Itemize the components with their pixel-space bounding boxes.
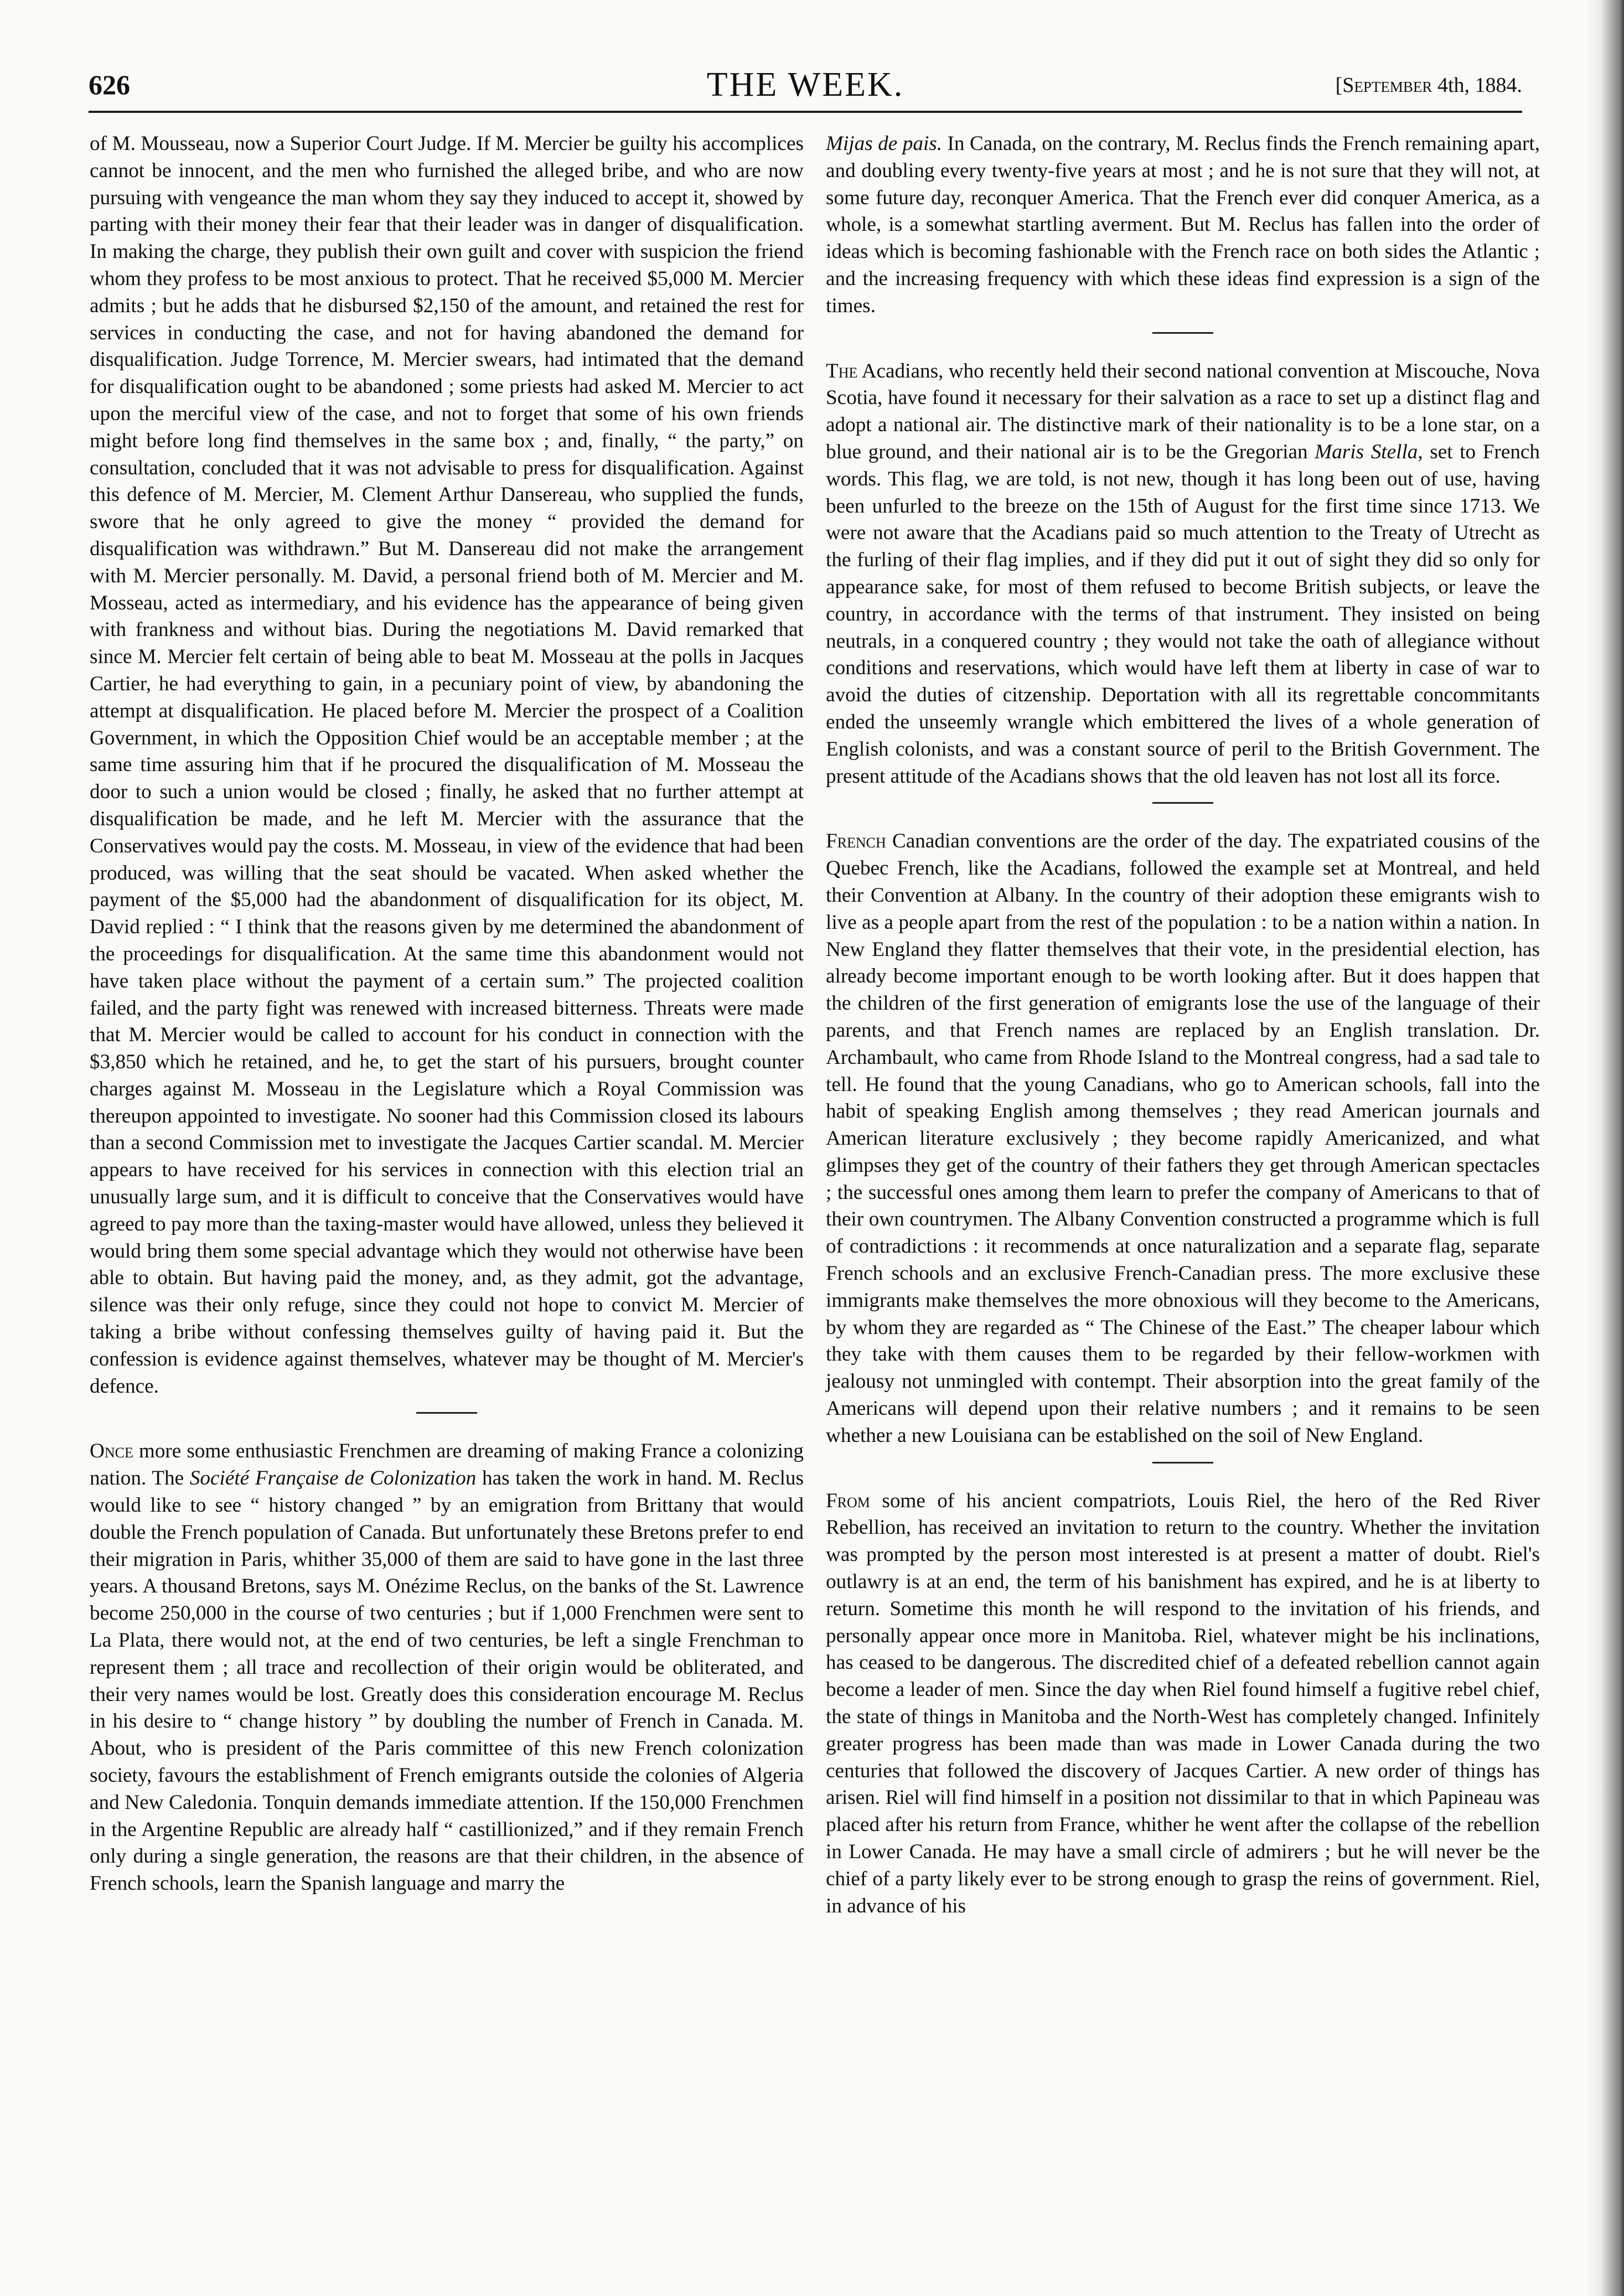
issue-date — [1336, 73, 1522, 97]
article-louis-riel — [826, 1488, 1540, 1920]
section-divider — [416, 1412, 477, 1414]
lead-word: The — [826, 359, 858, 382]
issue-date-bracket: [ — [1335, 74, 1343, 97]
article-text: has taken the work in hand. M. Reclus would like to see “ history changed ” by an emigration from Brittany that would double the French population of Canada. But unfortunately these Bretons prefer to end their migration in Paris, whither 35,000 of them are said to have gone in the last three years. A thousand Bretons, says M. Onézime Reclus, on the banks of the St. Lawrence become 250,000 in the course of two centuries ; but if 1,000 Frenchmen were sent to La Plata, there would not, at the end of two centuries, be left a single Frenchman to represent them ; all trace and recollection of their origin would be obliterated, and their very names would be lost. Greatly does this consideration encourage M. Reclus in his desire to “ change history ” by doubling the number of French in Canada. M. About, who is president of the Paris committee of this new French colonization society, favours the establishment of French emigrants outside the colonies of Algeria and New Caledonia. Tonquin demands immediate attention. If the 150,000 Frenchmen in the Argentine Republic are already half “ castillionized,” and if they remain French only during a single generation, the reasons are that their children, in the absence of French schools, learn the Spanish language and marry the — [90, 1467, 804, 1895]
article-french-colonization-continued — [826, 131, 1540, 320]
article-text: some of his ancient compatriots, Louis Riel, the hero of the Red River Rebellion, has received an invitation to return to the country. Whether the invitation was prompted by the person most interested is at present a matter of doubt. Riel's outlawry is at an end, the term of his banishment has expired, and he is at liberty to return. Sometime this month he will respond to the invitation of his friends, and personally appear once more in Manitoba. Riel, whatever might be his inclinations, has ceased to be dangerous. The discredited chief of a defeated rebellion cannot again become a leader of men. Since the day when Riel found himself a fugitive rebel chief, the state of things in Manitoba and the North-West has completely changed. Infinitely greater progress has been made than was made in Lower Canada during the two centuries that followed the discovery of Jacques Cartier. A new order of things has arisen. Riel will find himself in a position not dissimilar to that in which Papineau was placed after his return from France, whither he went after the collapse of the rebellion in Lower Canada. He may have a small circle of admirers ; but he will never be the chief of a party likely ever to be strong enough to grasp the reins of government. Riel, in advance of his — [826, 1489, 1540, 1917]
section-divider — [1152, 802, 1213, 804]
article-mercier-continued: of M. Mousseau, now a Superior Court Judge. If M. Mercier be guilty his accomplices cannot be innocent, and the men who furnished the alleged bribe, and who are now pursuing with vengeance the man whom they say they induced to accept it, showed by parting with their money their fear that their leader was in danger of disqualification. In making the charge, they publish their own guilt and cover with suspicion the friend whom they profess to be most anxious to protect. That he received $5,000 M. Mercier admits ; but he adds that he disbursed $2,150 of the amount, and retained the rest for services in conducting the case, and not for having abandoned the demand for disqualification. Judge Torrence, M. Mercier swears, had intimated that the demand for disqualification ought to be abandoned ; some priests had asked M. Mercier to act upon the merciful view of the case, and not to forget that some of his own friends might before long find themselves in the same box ; and, finally, “ the party,” on consultation, concluded that it was not advisable to press for disqualification. Against this defence of M. Mercier, M. Clement Arthur Dansereau, who supplied the funds, swore that he only agreed to give the money “ provided the demand for disqualification was withdrawn.” But M. Dansereau did not make the arrangement with M. Mercier personally. M. David, a personal friend both of M. Mercier and M. Mosseau, acted as intermediary, and his evidence has the appearance of being given with frankness and without bias. During the negotiations M. David remarked that since M. Mercier felt certain of being able to beat M. Mosseau at the polls in Jacques Cartier, he had everything to gain, in a pecuniary point of view, by abandoning the attempt at disqualification. He placed before M. Mercier the prospect of a Coalition Government, in which the Opposition Chief would be an acceptable member ; at the same time assuring him that if he procured the disqualification of M. Mosseau the door to such a union would be closed ; finally, he asked that no further attempt at disqualification be made, and he left M. Mercier with the assurance that the Conservatives would pay the costs. M. Mosseau, in view of the evidence that had been produced, was willing that the seat should be vacated. When asked whether the payment of the $5,000 had the abandonment of disqualification for its object, M. David replied : “ I think that the reasons given by me determined the abandonment of the proceedings for disqualification. At the same time this abandonment would not have taken place without the payment of a certain sum.” The projected coalition failed, and the party fight was renewed with increased bitterness. Threats were made that M. Mercier would be called to account for his conduct in connection with the $3,850 which he retained, and he, to get the start of his pursuers, brought counter charges against M. Mosseau in the Legislature which a Royal Commission was thereupon appointed to investigate. No sooner had this Commission closed its labours than a second Commission met to investigate the Jacques Cartier scandal. M. Mercier appears to have received for his services in connection with this election trial an unusually large sum, and it is difficult to conceive that the Conservatives would have agreed to pay more than the taxing-master would have allowed, unless they believed it would bring them some special advantage which they would not otherwise have been able to obtain. But having paid the money, and, as they admit, got the advantage, silence was their only refuge, since they could not hope to convict M. Mercier of taking a bribe without confessing themselves guilty of having paid it. But the confession is evidence against themselves, whatever may be thought of M. Mercier's defence. — [90, 132, 804, 1398]
issue-date-month: September — [1342, 74, 1432, 97]
article-text: set to French words. This flag, we are told, is not new, though it has long been out of use, having been unfurled to the breeze on the 15th of August for the first time since 1713. We were not aware that the Acadians paid so much attention to the Treaty of Utrecht as the furling of their flag implies, and if they did put it out of sight they did so only for appearance sake, for most of them refused to become British subjects, or leave the country, in accordance with the terms of that instrument. They insisted on being neutrals, in a conquered country ; they would not take the oath of allegiance without conditions and reservations, which would have left them at liberty in case of war to avoid the duties of citzenship. Deportation with all its regrettable concommitants ended the unseemly wrangle which embittered the lives of a whole generation of English colonists, and was a constant source of peril to the British Government. The present attitude of the Acadians shows that the old leaven has not lost all its force. — [826, 440, 1540, 788]
page-number: 626 — [89, 69, 130, 100]
article-text: Canadian conventions are the order of the day. The expatriated cousins of the Quebec French, like the Acadians, followed the example set at Montreal, and held their Convention at Albany. In the country of their adoption these emigrants wish to live as a people apart from the rest of the population : to be a nation within a nation. In New England they flatter themselves that their vote, in the presidential election, has already become important enough to be worth looking after. But it does happen that the children of the first generation of emigrants lose the use of the language of their parents, and that French names are replaced by an English translation. Dr. Archambault, who came from Rhode Island to the Montreal congress, had a sad tale to tell. He found that the young Canadians, who go to American schools, fall into the habit of speaking English among themselves ; they read American journals and American literature exclusively ; they become rapidly Americanized, and what glimpses they get of the country of their fathers they get through American spectacles ; the successful ones among them learn to prefer the company of Americans to that of their own countrymen. The Albany Convention constructed a programme which is full of contradictions : it recommends at once naturalization and a separate flag, separate French schools and an exclusive French-Canadian press. The more exclusive these immigrants make themselves the more obnoxious will they become to the Americans, by whom they are regarded as “ The Chinese of the East.” The cheaper labour which they take with them causes them to be regarded by their fellow-workmen with jealousy not unmingled with contempt. Their absorption into the great family of the Americans will depend upon their relative numbers ; and it remains to be seen whether a new Louisiana can be established on the soil of New England. — [826, 830, 1540, 1447]
lead-word: From — [826, 1489, 870, 1512]
article-text: Acadians, who recently held their second national convention at Miscouche, Nova Scotia, have found it necessary for their salvation as a race to set up a distinct flag and adopt a national air. The distinctive mark of their nationality is to be a lone star, on a blue ground, and their national air is to be the Gregorian — [826, 359, 1540, 463]
header-rule — [89, 111, 1522, 113]
article-text: more some enthusiastic Frenchmen are dreaming of making France a colonizing nation. The — [90, 1440, 804, 1490]
article-acadians — [826, 358, 1540, 790]
right-column — [826, 131, 1540, 1920]
lead-word: French — [826, 830, 886, 853]
issue-date-rest: 4th, 1884. — [1432, 74, 1522, 97]
article-french-canadian-conventions — [826, 828, 1540, 1449]
journal-title: THE WEEK. — [706, 66, 904, 104]
section-divider — [1152, 332, 1213, 334]
left-column — [90, 131, 804, 1897]
lead-word: Once — [90, 1440, 133, 1463]
italic-phrase: Mijas de pais. — [826, 132, 943, 155]
italic-anthem-name: Maris Stella, — [1315, 440, 1423, 463]
page-binding-edge — [1585, 0, 1624, 2296]
article-french-colonization — [90, 1438, 804, 1897]
italic-society-name: Société Française de Colonization — [189, 1467, 477, 1490]
section-divider — [1152, 1462, 1213, 1464]
article-text: In Canada, on the contrary, M. Reclus finds the French remaining apart, and doubling every twenty-five years at most ; and he is not sure that they will not, at some future day, reconquer America. That the French ever did conquer America, as a whole, is a somewhat startling averment. But M. Reclus has fallen into the order of ideas which is becoming fashionable with the French race on both sides the Atlantic ; and the increasing frequency with which these ideas find expression is a sign of the times. — [826, 132, 1540, 317]
